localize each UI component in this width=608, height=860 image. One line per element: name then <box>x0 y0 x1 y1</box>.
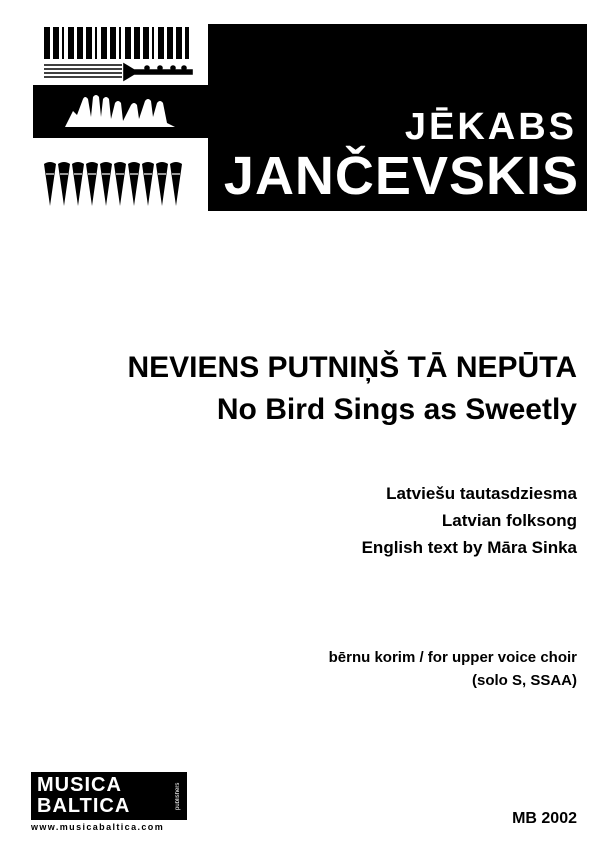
logo-publishers-label: publishers <box>175 782 181 810</box>
composer-first-name: JĒKABS <box>404 106 577 148</box>
title-latvian: NEVIENS PUTNIŅŠ TĀ NEPŪTA <box>127 351 577 384</box>
catalog-number: MB 2002 <box>512 810 577 827</box>
choir-faces-icon <box>42 160 192 208</box>
title-english: No Bird Sings as Sweetly <box>216 393 577 426</box>
voicing-line: (solo S, SSAA) <box>471 672 577 689</box>
source-line-latvian: Latviešu tautasdziesma <box>386 484 577 503</box>
composer-name-block <box>208 24 587 211</box>
piano-keys-icon <box>42 25 192 61</box>
scoring-line: bērnu korim / for upper voice choir <box>328 649 577 666</box>
hands-icon <box>61 93 181 133</box>
translator-credit: English text by Māra Sinka <box>361 538 577 557</box>
publisher-url[interactable]: www.musicabaltica.com <box>31 822 165 832</box>
logo-word-baltica: BALTICA <box>37 795 131 817</box>
composer-last-name: JANČEVSKIS <box>223 146 579 206</box>
flute-icon <box>42 60 202 84</box>
publisher-logo <box>31 772 187 820</box>
header-black-band <box>33 85 208 138</box>
source-line-english: Latvian folksong <box>441 511 577 530</box>
logo-word-musica: MUSICA <box>37 774 122 796</box>
